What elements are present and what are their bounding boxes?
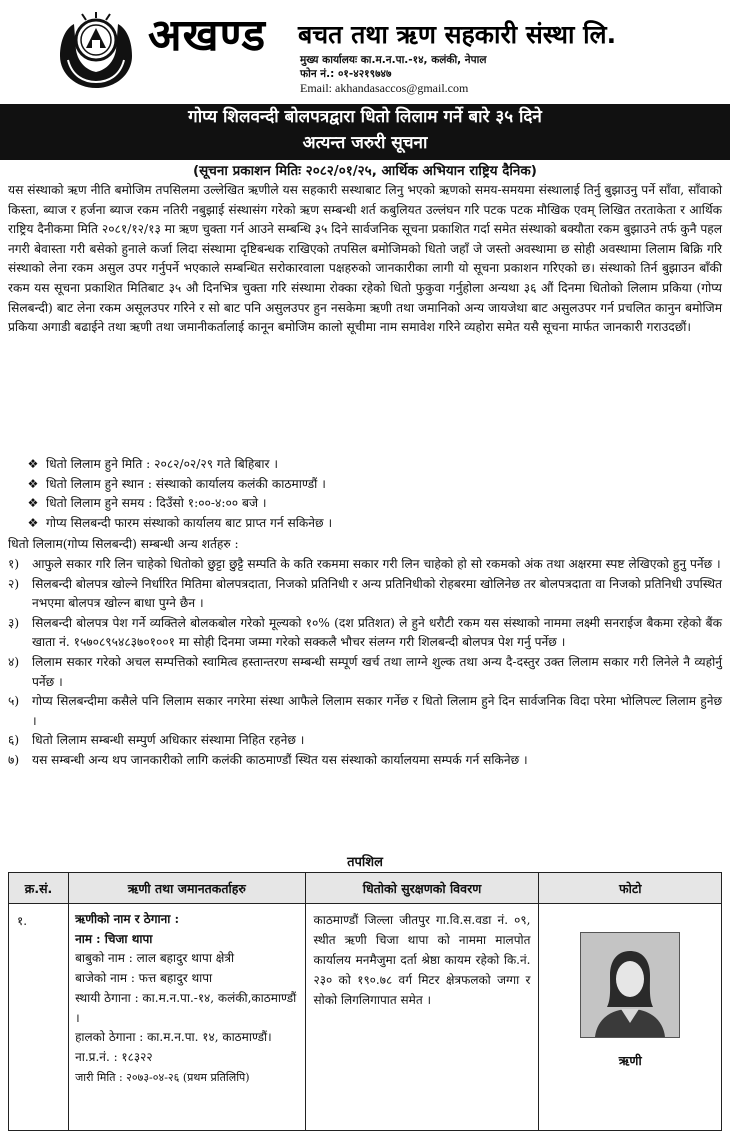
term-text: आफुले सकार गरि लिन चाहेको धितोको छुट्टा छुट्टै सम्पति के कति रकममा सकार गरी लिन चाहेको हो सो रकमको अंक तथा अक्षरमा स्पष्ट लेखिएको हुनु पर्नेछ ।: [32, 557, 721, 571]
borrower-name: नाम : चिजा थापा: [75, 931, 153, 946]
collateral-table: [8, 872, 722, 1131]
notice-body: यस संस्थाको ऋण नीति बमोजिम तपसिलमा उल्लेखित ऋणीले यस सहकारी सस्थाबाट लिनु भएको ऋणको समय-समयमा संस्थालाई तिर्नु बुझाउनु पर्ने साँवा, साँवाको किस्ता, ब्याज र हर्जना ब्याज रकम नतिरी नबुझाई संस्थासंग गरेको ऋण सम्बन्धी शर्त कबुलियत उल्लंघन गरि पटक पटक मौखिक एवम् लिखित तरताकेता र आर्थिक राष्ट्रिय दैनीकमा मिति २०८१/१२/१३ मा ऋण चुक्ता गर्न आउने सम्बन्धि ३५ दिने सार्वजनिक सूचना प्रकाशित गर्दा समेत संस्थाको बक्यौता रकम बुझाउने तर्फ कुनै पहल नगरी बेवास्ता गरी बसेको हुनाले कर्जा लिदा संस्थामा दृष्टिबन्धक राखिएको तपसिल बमोजिमको धितो जहाँ जे जस्तो अवस्थामा छ सोही अवस्थामा लिलाम बिक्रि गरि संस्थाको लेना रकम असुल उपर गर्नुपर्ने भएकाले सम्बन्धित सरोकारवाला पक्षहरुको जानकारीका लागी यो सूचना प्रकाशन गरिएको छ। संस्थाको तिर्न बुझाउन बाँकी रकम यस सूचना प्रकाशित मितिबाट ३५ औ दिनभित्र चुक्ता गरि संस्थामा रोक्का रहेको धितो फुकुवा गर्नुहोला अन्यथा ३६ औं दिनमा धितोको लिलाम प्रकिया (गोप्य सिलबन्दी) बाट लेना रकम असूलउपर गरिने र सो बाट पनि असुलउपर हुन नसकेमा ऋणी तथा जमानिको अन्य जायजेथा बाट असुलउपर गर्न प्रचलित कानुन बमोजिम प्रकिया अगाडी बढाईने तथा ऋणी तथा जमानीकर्तालाई कानून बमोजिम कालो सूचीमा नाम समावेश गरिने व्यहोरा समेत यसै सूचना मार्फत जानकारी गराउदछौं।: [8, 183, 722, 335]
term-item: [8, 653, 722, 692]
diamond-bullet-icon: ❖: [27, 476, 39, 491]
publication-subtitle: (सूचना प्रकाशन मितिः २०८२/०१/२५, आर्थिक अभियान राष्ट्रिय दैनिक): [193, 163, 537, 179]
term-text: धितो लिलाम सम्बन्धी सम्पुर्ण अधिकार संस्थामा निहित रहनेछ ।: [32, 733, 305, 748]
borrower-details: [69, 904, 305, 1131]
term-text: सिलबन्दी बोलपत्र खोल्ने निर्धारित मितिमा बोलपत्रदाता, निजको प्रतिनिधी र अन्य प्रतिनिधीको रोहबरमा खोलिनेछ तर बोलपत्रदाता वा निजको प्रतिनिधी उपस्थित नभएमा बोलपत्र खोल्न बाधा पुग्ने छैन ।: [32, 576, 722, 611]
office-address: मुख्य कार्यालयः का.म.न.पा.-१४, कलंकी, नेपाल: [300, 54, 487, 66]
col-header-sn: क्र.सं.: [9, 873, 69, 904]
terms-heading: धितो लिलाम(गोप्य सिलबन्दी) सम्बन्धी अन्य शर्तहरु :: [8, 537, 239, 551]
term-item: [8, 731, 722, 751]
term-number: ६): [8, 733, 20, 748]
term-number: २): [8, 576, 20, 591]
term-item: [8, 575, 722, 614]
organization-name: बचत तथा ऋण सहकारी संस्था लि.: [298, 20, 617, 49]
highlight-text: धितो लिलाम हुने स्थान : संस्थाको कार्यालय कलंकी काठमाण्डौं ।: [46, 476, 326, 491]
highlight-text: गोप्य सिलबन्दी फारम संस्थाको कार्यालय बाट प्राप्त गर्न सकिनेछ ।: [46, 515, 333, 530]
col-header-photo: फोटो: [539, 873, 722, 904]
table-row: [9, 904, 722, 1131]
highlight-text: धितो लिलाम हुने मिति : २०८२/०२/२९ गते बिहिबार ।: [46, 457, 278, 471]
current-address: हालको ठेगाना : का.म.न.पा. १४, काठमाण्डौं।: [75, 1030, 272, 1045]
grandfather-name: बाजेको नाम : फत्त बहादुर थापा: [75, 971, 213, 986]
father-name: बाबुको नाम : लाल बहादुर थापा क्षेत्री: [75, 951, 235, 966]
auction-highlights: [26, 455, 716, 533]
schedule-title: तपशिल: [347, 855, 383, 870]
term-number: ५): [8, 694, 20, 709]
term-number: ३): [8, 615, 20, 630]
borrower-label: ऋणीको नाम र ठेगाना :: [75, 912, 180, 926]
security-details: काठमाण्डौं जिल्ला जीतपुर गा.वि.स.वडा नं. ०९, स्थीत ऋणी चिजा थापा को नाममा मालपोत कार्यालय मनमैजुमा दर्ता श्रेष्ठा कायम रहेको कि.नं. २३० को १९०.७८ वर्ग मिटर क्षेत्रफलको जग्गा र सोको लिगलिगापात समेत ।: [305, 904, 539, 1131]
photo-caption: ऋणी: [618, 1053, 642, 1068]
phone-number: फोन नं.: ०१-४२१९७४७: [300, 68, 392, 80]
title-line-1: गोप्य शिलवन्दी बोलपत्रद्वारा धितो लिलाम गर्ने बारे ३५ दिने: [188, 107, 542, 127]
title-line-2: अत्यन्त जरुरी सूचना: [302, 133, 428, 153]
diamond-bullet-icon: ❖: [27, 496, 39, 511]
term-item: [8, 751, 722, 771]
col-header-security: धितोको सुरक्षणको विवरण: [305, 873, 539, 904]
term-number: ४): [8, 654, 20, 669]
term-item: [8, 614, 722, 653]
issue-date: जारी मिति : २०७३-०४-२६ (प्रथम प्रतिलिपि): [75, 1070, 250, 1084]
term-item: [8, 555, 722, 575]
email-address: Email: akhandasaccos@gmail.com: [300, 81, 469, 95]
title-banner: [0, 104, 730, 160]
brand-name: अखण्ड: [148, 10, 267, 61]
term-text: गोप्य सिलबन्दीमा कसैले पनि लिलाम सकार नगरेमा संस्था आफैले लिलाम सकार गर्नेछ र धितो लिलाम हुने दिन सार्वजनिक विदा परेमा भोलिपल्ट लिलाम हुनेछ ।: [32, 694, 722, 728]
row-serial-number: १.: [9, 904, 69, 1131]
highlight-item: [26, 475, 716, 495]
citizenship-number: ना.प्र.नं. : १८३२२: [75, 1049, 153, 1064]
permanent-address: स्थायी ठेगाना : का.म.न.पा.-१४, कलंकी,काठमाण्डौं ।: [75, 990, 297, 1025]
terms-list: [8, 555, 722, 771]
highlight-item: [26, 514, 716, 534]
cooperative-logo-icon: [54, 10, 138, 94]
table-header-row: [9, 873, 722, 904]
highlight-item: [26, 494, 716, 514]
diamond-bullet-icon: ❖: [27, 457, 39, 471]
term-text: सिलबन्दी बोलपत्र पेश गर्ने व्यक्तिले बोलकबोल गरेको मूल्यको १०% (दश प्रतिशत) ले हुने धरौटी रकम यस संस्थाको नाममा लक्ष्मी सनराईज बैकमा रहेको बैंक खाता नं. १५७०८९५४८३७०१००१ मा सोही दिनमा जम्मा गरेको सक्कलै भौचर संलग्न गरी शिलबन्दी बोलपत्र पेश गर्नु पर्नेछ ।: [32, 615, 722, 650]
term-text: यस सम्बन्धी अन्य थप जानकारीको लागि कलंकी काठमाण्डौं स्थित यस संस्थाको कार्यालयमा सम्पर्क गर्न सकिनेछ ।: [32, 752, 528, 767]
diamond-bullet-icon: ❖: [27, 515, 39, 530]
letterhead: [0, 0, 730, 102]
highlight-text: धितो लिलाम हुने समय : दिउँसो १:००-४:०० बजे ।: [46, 496, 267, 511]
term-item: [8, 692, 722, 731]
borrower-photo: [580, 932, 680, 1038]
photo-cell: [539, 904, 722, 1131]
term-text: लिलाम सकार गरेको अचल सम्पत्तिको स्वामित्व हस्तान्तरण सम्बन्धी सम्पूर्ण खर्च तथा लाग्ने शुल्क तथा अन्य दै-दस्तुर उक्त लिलाम सकार गरी लिनेले नै व्यहोर्नु पर्नेछ ।: [32, 654, 722, 689]
highlight-item: [26, 455, 716, 475]
term-number: ७): [8, 752, 20, 767]
portrait-icon: [581, 933, 679, 1037]
term-number: १): [8, 557, 20, 571]
col-header-borrower: ऋणी तथा जमानतकर्ताहरु: [69, 873, 305, 904]
